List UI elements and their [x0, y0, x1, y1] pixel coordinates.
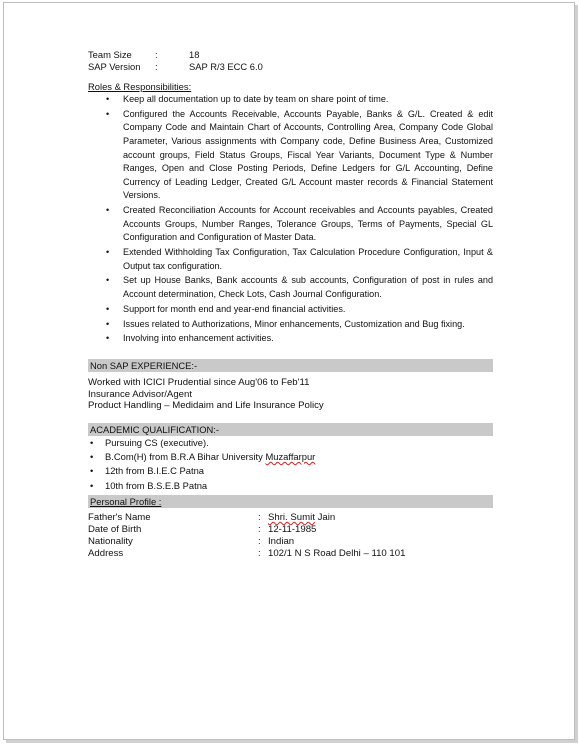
sap-version-colon: :	[155, 61, 158, 72]
resume-content	[88, 49, 493, 560]
profile-row-nationality	[88, 536, 493, 548]
roles-item: • Keep all documentation up to date by team on share point of time.	[88, 93, 493, 107]
profile-colon: :	[258, 511, 261, 523]
profile-heading: Personal Profile :	[88, 495, 493, 508]
roles-item: • Issues related to Authorizations, Minor enhancements, Customization and Bug fixing.	[88, 318, 493, 332]
academic-item	[88, 450, 493, 464]
sap-version-label: SAP Version	[88, 61, 141, 72]
sap-version-row	[88, 61, 493, 73]
team-size-row	[88, 49, 493, 61]
team-size-colon: :	[155, 49, 158, 60]
profile-colon: :	[258, 523, 261, 535]
university-city: Muzaffarpur	[265, 451, 316, 463]
resume-page	[3, 2, 575, 740]
roles-section	[88, 81, 493, 346]
sap-version-value: SAP R/3 ECC 6.0	[189, 61, 263, 72]
profile-colon: :	[258, 547, 261, 559]
non-sap-line: Insurance Advisor/Agent	[88, 388, 192, 400]
profile-value: Indian	[268, 535, 295, 547]
academic-heading: ACADEMIC QUALIFICATION:-	[88, 423, 493, 436]
academic-list	[88, 436, 493, 493]
profile-colon: :	[258, 535, 261, 547]
profile-value: 12-11-1985	[268, 523, 317, 535]
roles-item: • Support for month end and year-end financial activities.	[88, 303, 493, 317]
academic-item: • 10th from B.S.E.B Patna	[88, 479, 493, 493]
profile-label: Nationality	[88, 535, 133, 547]
profile-value: Shri. Sumit Jain	[268, 511, 336, 523]
roles-item: • Configured the Accounts Receivable, Accounts Payable, Banks & G/L. Created & edit Company Code and Maintain Chart of Accounts, Controlling Area, Company Code Global Parameter, Various assignments with Company code, Define Business Area, Customized account groups, Field Status Groups, Fiscal Year Variants, Document Type & Number Ranges, Open and Close Posting Periods, Define Ledgers for G/L Accounting, Define Currency of Leading Ledger, Created G/L Account master records & Financial Statement Versions.	[88, 108, 493, 203]
academic-item: • 12th from B.I.E.C Patna	[88, 464, 493, 478]
non-sap-line: Worked with ICICI Prudential since Aug'06 to Feb'11	[88, 377, 310, 389]
team-size-label: Team Size	[88, 49, 132, 60]
roles-item: • Involving into enhancement activities.	[88, 332, 493, 346]
profile-label: Father's Name	[88, 511, 151, 523]
roles-item: • Created Reconciliation Accounts for Account receivables and Accounts payables, Created Accounts Groups, Number Ranges, Tolerance Groups, Terms of Payments, Special GL Configuration and Configuration of Master Data.	[88, 204, 493, 245]
non-sap-line: Product Handling – Medidaim and Life Insurance Policy	[88, 400, 324, 412]
non-sap-heading: Non SAP EXPERIENCE:-	[88, 359, 493, 372]
profile-value: 102/1 N S Road Delhi – 110 101	[268, 547, 406, 559]
roles-item: • Extended Withholding Tax Configuration, Tax Calculation Procedure Configuration, Input & Output tax configuration.	[88, 246, 493, 273]
profile-row-father	[88, 512, 493, 524]
profile-label: Address	[88, 547, 124, 559]
academic-item-text: B.Com(H) from B.R.A Bihar University	[105, 451, 266, 463]
roles-heading: Roles & Responsibilities:	[88, 81, 192, 92]
profile-row-address	[88, 548, 493, 560]
profile-row-dob	[88, 524, 493, 536]
team-size-value: 18	[189, 49, 200, 60]
roles-item: • Set up House Banks, Bank accounts & sub accounts, Configuration of post in rules and Account determination, Check Lots, Cash Journal Configuration.	[88, 274, 493, 301]
academic-item: • Pursuing CS (executive).	[88, 436, 493, 450]
roles-list	[88, 93, 493, 346]
profile-label: Date of Birth	[88, 523, 142, 535]
